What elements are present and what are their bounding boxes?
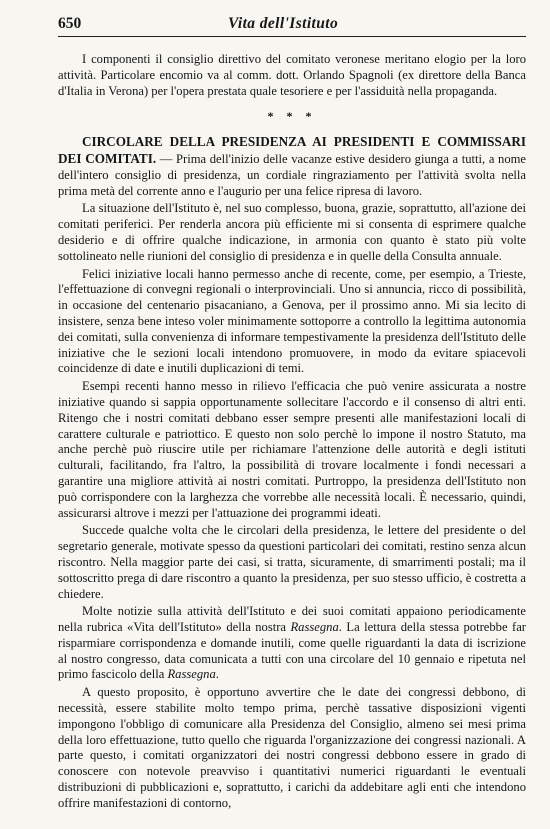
news-text-after: .	[215, 667, 219, 682]
paragraph-situation: La situazione dell'Istituto è, nel suo complesso, buona, grazie, soprattutto, all'azione dei comitati periferici. Per renderla ancora più efficiente mi si consenta di esprimere qualche desiderio e di offrire qualche indicazione, in armonia con quanto è stato più volte sottolineato nelle riunioni del consiglio di presidenza e in quelle della Consulta annuale.	[58, 201, 526, 263]
circular-paragraph	[58, 134, 526, 199]
news-text-before: Molte notizie sulla attività dell'Istituto e dei suoi comitati appaiono periodicamente nella rubrica «Vita dell'Istituto» della nostra	[58, 604, 526, 635]
paragraph-initiatives: Felici iniziative locali hanno permesso anche di recente, come, per esempio, a Trieste, l'effettuazione di convegni regionali o interprovinciali. Uno si annuncia, ricco di possibilità, in occasione del centenario pisacaniano, a Genova, per il prossimo anno. Mi sia lecito di insistere, senza bene inteso voler minimamente sottoporre a controllo la legittima autonomia dei comitati, sulla convenienza di informare tempestivamente la presidenza dell'Istituto delle iniziative che le sezioni locali intendono promuovere, in modo da evitare spiacevoli coincidenze di date e inutili duplicazioni di temi.	[58, 266, 526, 376]
circular-opening: — Prima dell'inizio delle vacanze estive desidero giunga a tutti, a nome dell'intero consiglio di presidenza, un cordiale ringraziamento per l'attività svolta nella prima metà del corrente anno e l'augurio per una felice ripresa di lavoro.	[58, 151, 527, 198]
news-text-middle: . La lettura della stessa potrebbe far risparmiare corrispondenza e domande inutili, come quelle riguardanti la data di iscrizione al nostro congresso, data comunicata a tutti con una circolare del 10 gennaio e ripetuta nel primo fascicolo della	[58, 620, 526, 682]
circular-title: CIRCOLARE DELLA PRESIDENZA AI PRESIDENTI E COMMISSARI DEI COMITATI.	[58, 134, 526, 166]
rassegna-title-1: Rassegna	[290, 620, 339, 635]
page-number: 650	[58, 15, 82, 32]
section-separator: * * *	[267, 109, 317, 124]
page-header	[58, 14, 526, 37]
intro-paragraph: I componenti il consiglio direttivo del comitato veronese meritano elogio per la loro attività. Particolare encomio va al comm. dott. Orlando Spagnoli (ex direttore della Banca d'Italia in Verona) per l'opera prestata quale tesoriere e per l'assiduità nella propaganda.	[58, 52, 526, 98]
paragraph-examples: Esempi recenti hanno messo in rilievo l'efficacia che può venire assicurata a nostre iniziative quando si sappia opportunamente sollecitare l'accordo e il consenso di altri enti. Ritengo che i nostri comitati debbano esser sempre presenti alle manifestazioni locali di carattere culturale e patriottico. E questo non solo perchè lo impone il nostro Statuto, ma anche perchè può riuscire utile per richiamare l'attenzione delle autorità e degli istituti culturali, facilitando, fra l'altro, la possibilità di trovare localmente i fondi necessari a garantire una migliore attività ai nostri comitati. Purtroppo, la presidenza dell'Istituto non può corrispondere con la larghezza che vorrebbe alle necessità locali. È necessario, quindi, assicurarsi altrove i mezzi per l'attuazione dei programmi ideati.	[58, 379, 526, 520]
running-title: Vita dell'Istituto	[228, 15, 339, 32]
paragraph-news	[58, 604, 526, 683]
paragraph-circulars: Succede qualche volta che le circolari della presidenza, le lettere del presidente o del segretario generale, motivate spesso da questioni particolari dei comitati, restino senza alcun riscontro. Nella maggior parte dei casi, si tratta, sicuramente, di smarrimenti postali; ma il sottoscritto prega di dare riscontro a quanto la presidenza, per suo stesso ufficio, è costretta a chiedere.	[58, 523, 526, 601]
rassegna-title-2: Rassegna	[167, 667, 216, 682]
paragraph-final: A questo proposito, è opportuno avvertire che le date dei congressi debbono, di necessità, essere stabilite molto tempo prima, perchè tassative disposizioni vigenti impongono l'obbligo di comunicare alla Presidenza del Consiglio, almeno sei mesi prima della loro effettuazione, tutto quello che riguarda l'organizzazione dei congressi nazionali. A parte questo, i comitati organizzatori dei nostri congressi debbono essere in grado di conoscere con notevole preavviso i quantitativi numerici riguardanti le eventuali distribuzioni di pubblicazioni e, soprattutto, i carichi da addebitare agli enti che intendono offrire manifestazioni di contorno,	[58, 685, 526, 810]
body-text	[58, 52, 526, 814]
